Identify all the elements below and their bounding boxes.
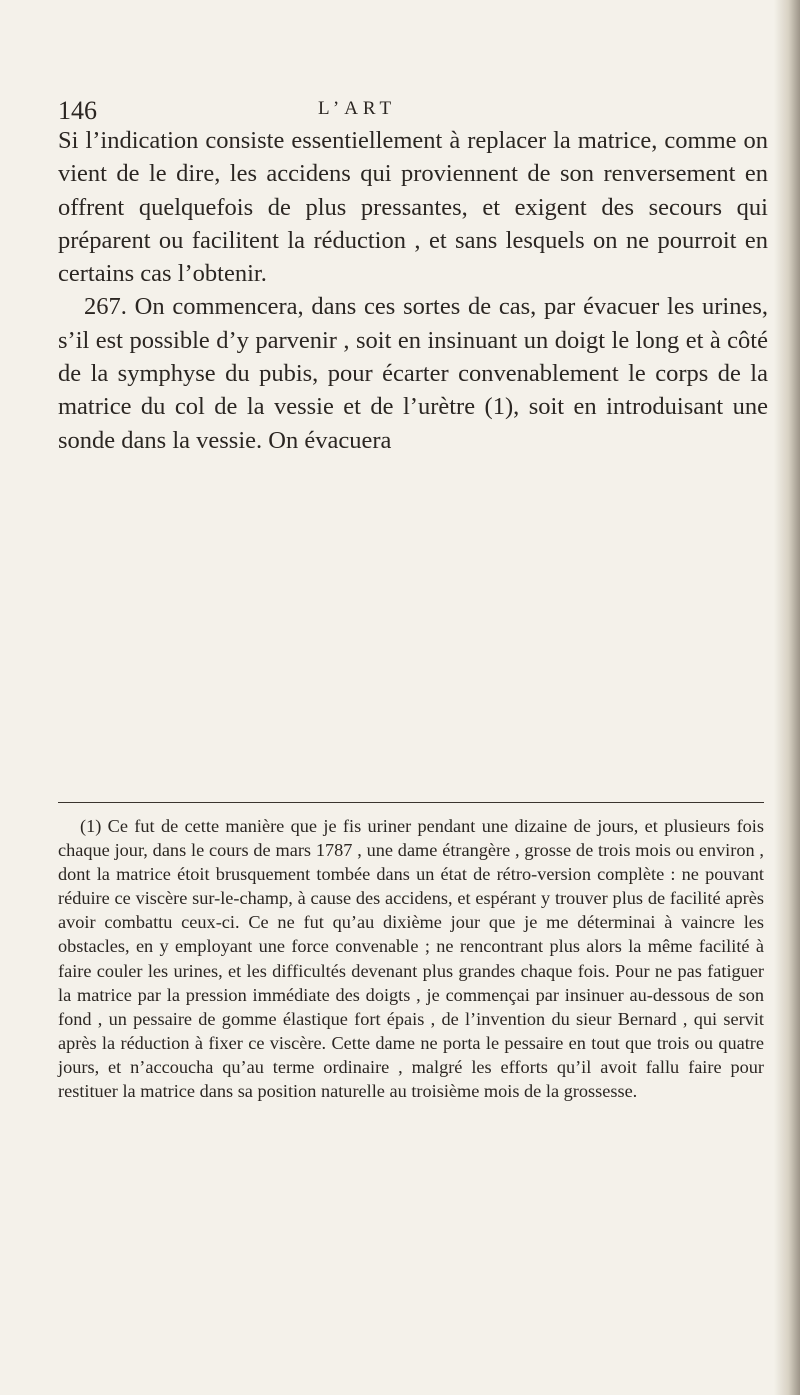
page-header bbox=[58, 96, 758, 126]
footnote-text: (1) Ce fut de cette manière que je fis uriner pendant une dizaine de jours, et plusieurs fois chaque jour, dans le cours de mars 1787 , une dame étrangère , grosse de trois mois ou environ , dont la matrice étoit brusquement tombée dans un état de rétro-version complète : ne pouvant réduire ce viscère sur-le-champ, à cause des accidens, et espérant y trouver plus de facilité après avoir combattu ceux-ci. Ce ne fut qu’au dixième jour que je me déterminai à vaincre les obstacles, en y employant une force convenable ; ne rencontrant plus alors la même facilité à faire couler les urines, et les difficultés devenant plus grandes chaque fois. Pour ne pas fatiguer la matrice par la pression immédiate des doigts , je commençai par insinuer au-dessous de son fond , un pessaire de gomme élastique fort épais , de l’invention du sieur Bernard , qui servit après la réduction à fixer ce viscère. Cette dame ne porta le pessaire en tout que trois ou quatre jours, et n’accoucha qu’au terme ordinaire , malgré les efforts qu’il avoit fallu faire pour restituer la matrice dans sa position naturelle au troisième mois de la grossesse. bbox=[58, 816, 764, 1102]
paragraph: Si l’indication consiste essentiellement à replacer la matrice, comme on vient de le dire, les accidens qui proviennent de son renversement en offrent quelquefois de plus pressantes, et exigent des secours qui préparent ou facilitent la réduction , et sans lesquels on ne pourroit en certains cas l’obtenir. bbox=[58, 127, 768, 288]
running-head: L’ART bbox=[318, 98, 397, 119]
page-number: 146 bbox=[58, 96, 97, 125]
footnote-separator bbox=[58, 802, 764, 803]
paragraph: 267. On commencera, dans ces sortes de cas, par évacuer les urines, s’il est possible d’y parvenir , soit en insinuant un doigt le long et à côté de la symphyse du pubis, pour écarter convenablement le corps de la matrice du col de la vessie et de l’urètre (1), soit en introduisant une sonde dans la vessie. On évacuera bbox=[58, 293, 768, 454]
main-text bbox=[58, 124, 768, 457]
footnote bbox=[58, 814, 764, 1103]
page-edge-shadow bbox=[774, 0, 800, 1395]
